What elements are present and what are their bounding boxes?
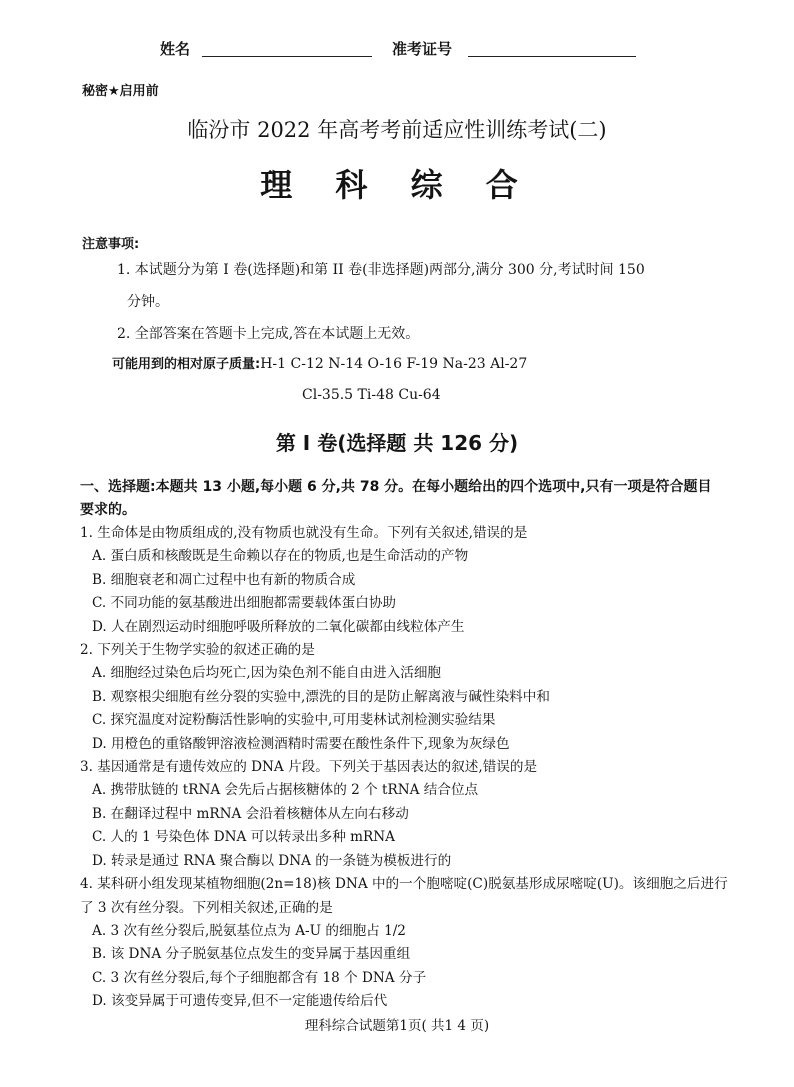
- notice-item-1-line-1: 1. 本试题分为第 I 卷(选择题)和第 II 卷(非选择题)两部分,满分 300 分,考试时间 150: [117, 262, 645, 278]
- page-footer: 理科综合试题第1页( 共1 4 页): [304, 1018, 490, 1034]
- option-d: D. 转录是通过 RNA 聚合酶以 DNA 的一条链为模板进行的: [92, 852, 452, 869]
- atomic-mass-values-1: H-1 C-12 N-14 O-16 F-19 Na-23 Al-27: [260, 356, 528, 372]
- question: [80, 522, 730, 639]
- option-c: C. 人的 1 号染色体 DNA 可以转录出多种 mRNA: [92, 829, 395, 846]
- option-a: A. 3 次有丝分裂后,脱氨基位点为 A-U 的细胞占 1/2: [92, 922, 406, 939]
- notice-heading: 注意事项:: [82, 237, 140, 252]
- option-b: B. 观察根尖细胞有丝分裂的实验中,漂洗的目的是防止解离液与碱性染料中和: [92, 688, 550, 705]
- question-stem: 2. 下列关于生物学实验的叙述正确的是: [80, 642, 315, 659]
- question: [80, 639, 730, 756]
- option-d: D. 该变异属于可遗传变异,但不一定能遗传给后代: [92, 993, 388, 1010]
- option-a: A. 携带肽链的 tRNA 会先后占据核糖体的 2 个 tRNA 结合位点: [92, 782, 479, 799]
- name-blank: [202, 56, 372, 57]
- option-d: D. 人在剧烈运动时细胞呼吸所释放的二氧化碳都由线粒体产生: [92, 618, 465, 635]
- exam-title: 临汾市 2022 年高考考前适应性训练考试(二): [187, 118, 607, 142]
- option-d: D. 用橙色的重铬酸钾溶液检测酒精时需要在酸性条件下,现象为灰绿色: [92, 735, 510, 752]
- notice-item-2: 2. 全部答案在答题卡上完成,答在本试题上无效。: [117, 326, 420, 342]
- question-stem: 1. 生命体是由物质组成的,没有物质也就没有生命。下列有关叙述,错误的是: [80, 525, 528, 541]
- name-label: 姓名: [160, 40, 191, 58]
- option-a: A. 蛋白质和核酸既是生命赖以存在的物质,也是生命活动的产物: [92, 548, 469, 565]
- option-b: B. 该 DNA 分子脱氨基位点发生的变异属于基因重组: [92, 946, 411, 963]
- section-heading: 一、选择题:本题共 13 小题,每小题 6 分,共 78 分。在每小题给出的四个选项中,只有一项是符合题目要求的。: [80, 479, 712, 518]
- candidate-info-line: [160, 38, 640, 64]
- notice-item-1-line-2: 分钟。: [127, 294, 169, 310]
- secret-mark: 秘密★启用前: [82, 84, 159, 99]
- option-c: C. 3 次有丝分裂后,每个子细胞都含有 18 个 DNA 分子: [92, 969, 427, 986]
- option-b: B. 在翻译过程中 mRNA 会沿着核糖体从左向右移动: [92, 805, 409, 822]
- question-stem: 3. 基因通常是有遗传效应的 DNA 片段。下列关于基因表达的叙述,错误的是: [80, 759, 538, 776]
- question: [80, 873, 730, 1013]
- atomic-mass-line-1: [112, 349, 527, 380]
- atomic-mass-label: 可能用到的相对原子质量:: [112, 357, 261, 372]
- option-c: C. 不同功能的氨基酸进出细胞都需要载体蛋白协助: [92, 595, 397, 612]
- question-stem: 4. 某科研小组发现某植物细胞(2n=18)核 DNA 中的一个胞嘧啶(C)脱氨基形成尿嘧啶(U)。该细胞之后进行了 3 次有丝分裂。下列相关叙述,正确的是: [80, 876, 728, 916]
- exam-id-label: 准考证号: [392, 40, 453, 58]
- question: [80, 756, 730, 873]
- exam-id-blank: [468, 56, 636, 57]
- atomic-mass-values-2: Cl-35.5 Ti-48 Cu-64: [302, 387, 441, 403]
- option-b: B. 细胞衰老和凋亡过程中也有新的物质合成: [92, 571, 356, 588]
- option-a: A. 细胞经过染色后均死亡,因为染色剂不能自由进入活细胞: [92, 665, 442, 682]
- volume-title: 第 I 卷(选择题 共 126 分): [275, 431, 519, 455]
- question-list: [80, 522, 730, 1014]
- option-c: C. 探究温度对淀粉酶活性影响的实验中,可用斐林试剂检测实验结果: [92, 712, 496, 729]
- exam-subject-title: 理 科 综 合: [260, 166, 534, 204]
